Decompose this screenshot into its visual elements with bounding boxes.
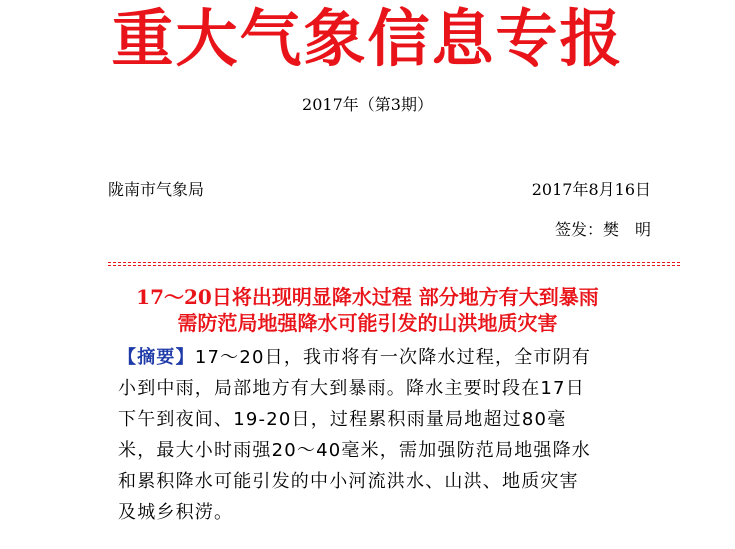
summary-line-4: 米，最大小时雨强20～40毫米，需加强防范局地强降水 — [118, 440, 592, 461]
report-title: 重大气象信息专报 — [111, 2, 624, 75]
summary-paragraph — [118, 342, 678, 528]
separator-line-top — [108, 262, 680, 263]
issue-number: 2017年（第3期） — [302, 95, 433, 114]
signer: 签发：樊 明 — [554, 220, 651, 239]
double-separator-line — [108, 262, 680, 272]
summary-line-6: 及城乡积涝。 — [118, 502, 234, 523]
summary-line-5: 和累积降水可能引发的中小河流洪水、山洪、地质灾害 — [118, 471, 579, 492]
separator-line-bottom — [108, 265, 680, 266]
summary-text-1: 17～20日，我市将有一次降水过程，全市阴有 — [194, 347, 592, 368]
summary-line-3: 下午到夜间、19-20日，过程累积雨量局地超过80毫 — [118, 409, 567, 430]
headline — [0, 284, 735, 336]
issue-date: 2017年8月16日 — [531, 180, 651, 199]
summary-line-1 — [118, 342, 678, 373]
summary-line-2: 小到中雨，局部地方有大到暴雨。降水主要时段在17日 — [118, 378, 585, 399]
issuing-agency: 陇南市气象局 — [108, 180, 205, 199]
headline-line-2: 需防范局地强降水可能引发的山洪地质灾害 — [177, 311, 558, 335]
headline-line-1: 17～20日将出现明显降水过程 部分地方有大到暴雨 — [136, 285, 599, 309]
summary-tag: 【摘要】 — [118, 347, 195, 368]
